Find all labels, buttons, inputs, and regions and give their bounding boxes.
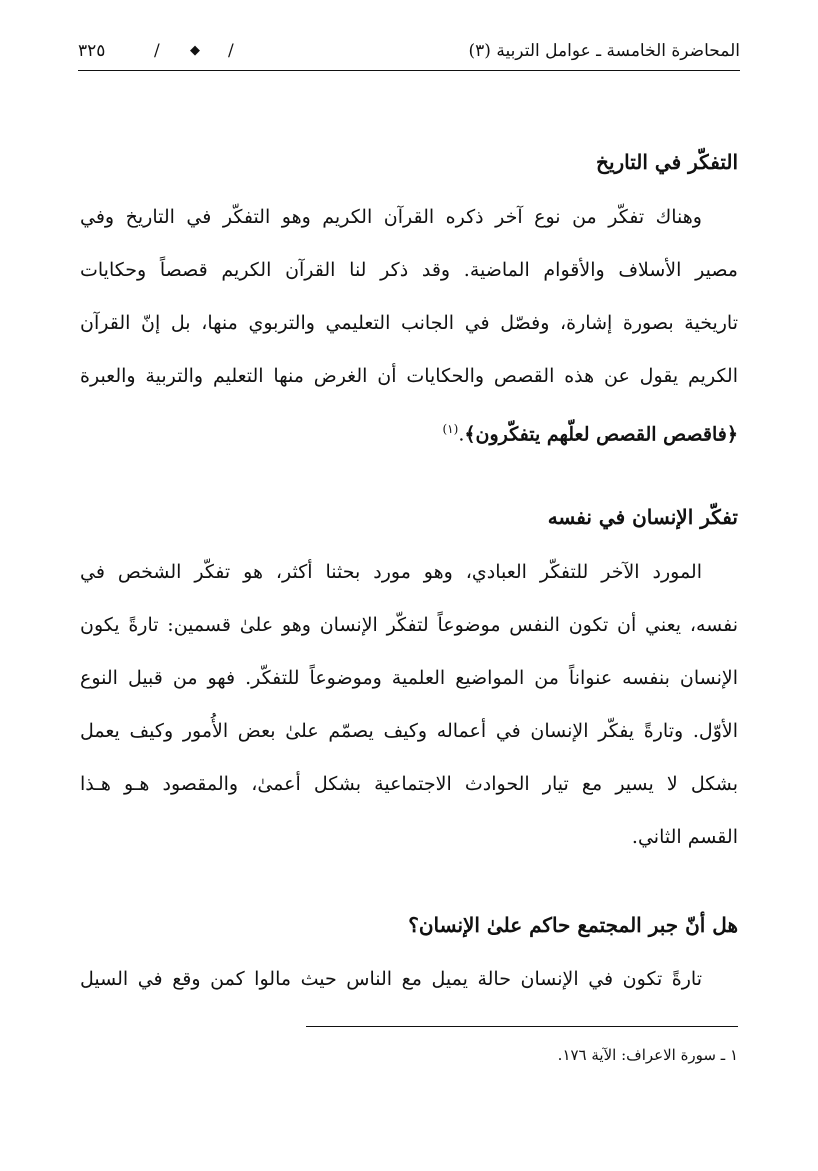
text-line: مصير الأسلاف والأقوام الماضية. وقد ذكر لنا القرآن الكريم قصصاً وحكايات: [80, 259, 738, 281]
header-ornament: ◆: [190, 43, 200, 58]
text-line: القسم الثاني.: [631, 826, 738, 848]
footnote: ١ ـ سورة الاعراف: الآية ١٧٦.: [557, 1046, 738, 1064]
text-line: المورد الآخر للتفكّر العبادي، وهو مورد بحثنا أكثر، هو تفكّر الشخص في: [80, 561, 702, 583]
text-line: نفسه، يعني أن تكون النفس موضوعاً لتفكّر الإنسان وهو علىٰ قسمين: تارةً يكون: [80, 614, 738, 636]
quran-quote: ﴿فاقصص القصص لعلّهم يتفكّرون﴾: [464, 423, 738, 446]
section-body: [80, 953, 738, 1006]
footnote-reference: (١): [442, 422, 459, 436]
footnote-rule: [306, 1026, 738, 1027]
chapter-title: المحاضرة الخامسة ـ عوامل التربية (٣): [468, 41, 740, 61]
running-header: [78, 36, 740, 66]
header-separator: /: [154, 41, 160, 61]
section-body: [80, 191, 738, 456]
page-number: ٣٢٥: [78, 41, 106, 61]
section-heading: التفكّر في التاريخ: [596, 150, 738, 174]
text-line: تارةً تكون في الإنسان حالة يميل مع الناس حيث مالوا كمن وقع في السيل: [80, 968, 702, 990]
text-line: الأوّل. وتارةً يفكّر الإنسان في أعماله وكيف يصمّم علىٰ بعض الأُمور وكيف يعمل: [80, 720, 738, 742]
header-rule: [78, 70, 740, 71]
quote-suffix: .: [458, 423, 465, 446]
text-line: وهناك تفكّر من نوع آخر ذكره القرآن الكريم وهو التفكّر في التاريخ وفي: [80, 206, 702, 228]
section-body: [80, 546, 738, 864]
text-line: الكريم يقول عن هذه القصص والحكايات أن الغرض منها التعليم والتربية والعبرة: [80, 365, 738, 387]
section-heading: تفكّر الإنسان في نفسه: [547, 505, 738, 529]
text-line: الإنسان بنفسه عنواناً من المواضيع العلمية وموضوعاً للتفكّر. فهو من قبيل النوع: [80, 667, 738, 689]
quote-line: [80, 403, 738, 456]
text-line: تاريخية بصورة إشارة، وفصّل في الجانب التعليمي والتربوي منها، بل إنّ القرآن: [80, 312, 738, 334]
header-separator: /: [228, 41, 234, 61]
text-line: بشكل لا يسير مع تيار الحوادث الاجتماعية بشكل أعمىٰ، والمقصود هـو هـذا: [80, 773, 738, 795]
section-heading: هل أنّ جبر المجتمع حاكم علىٰ الإنسان؟: [408, 913, 738, 937]
